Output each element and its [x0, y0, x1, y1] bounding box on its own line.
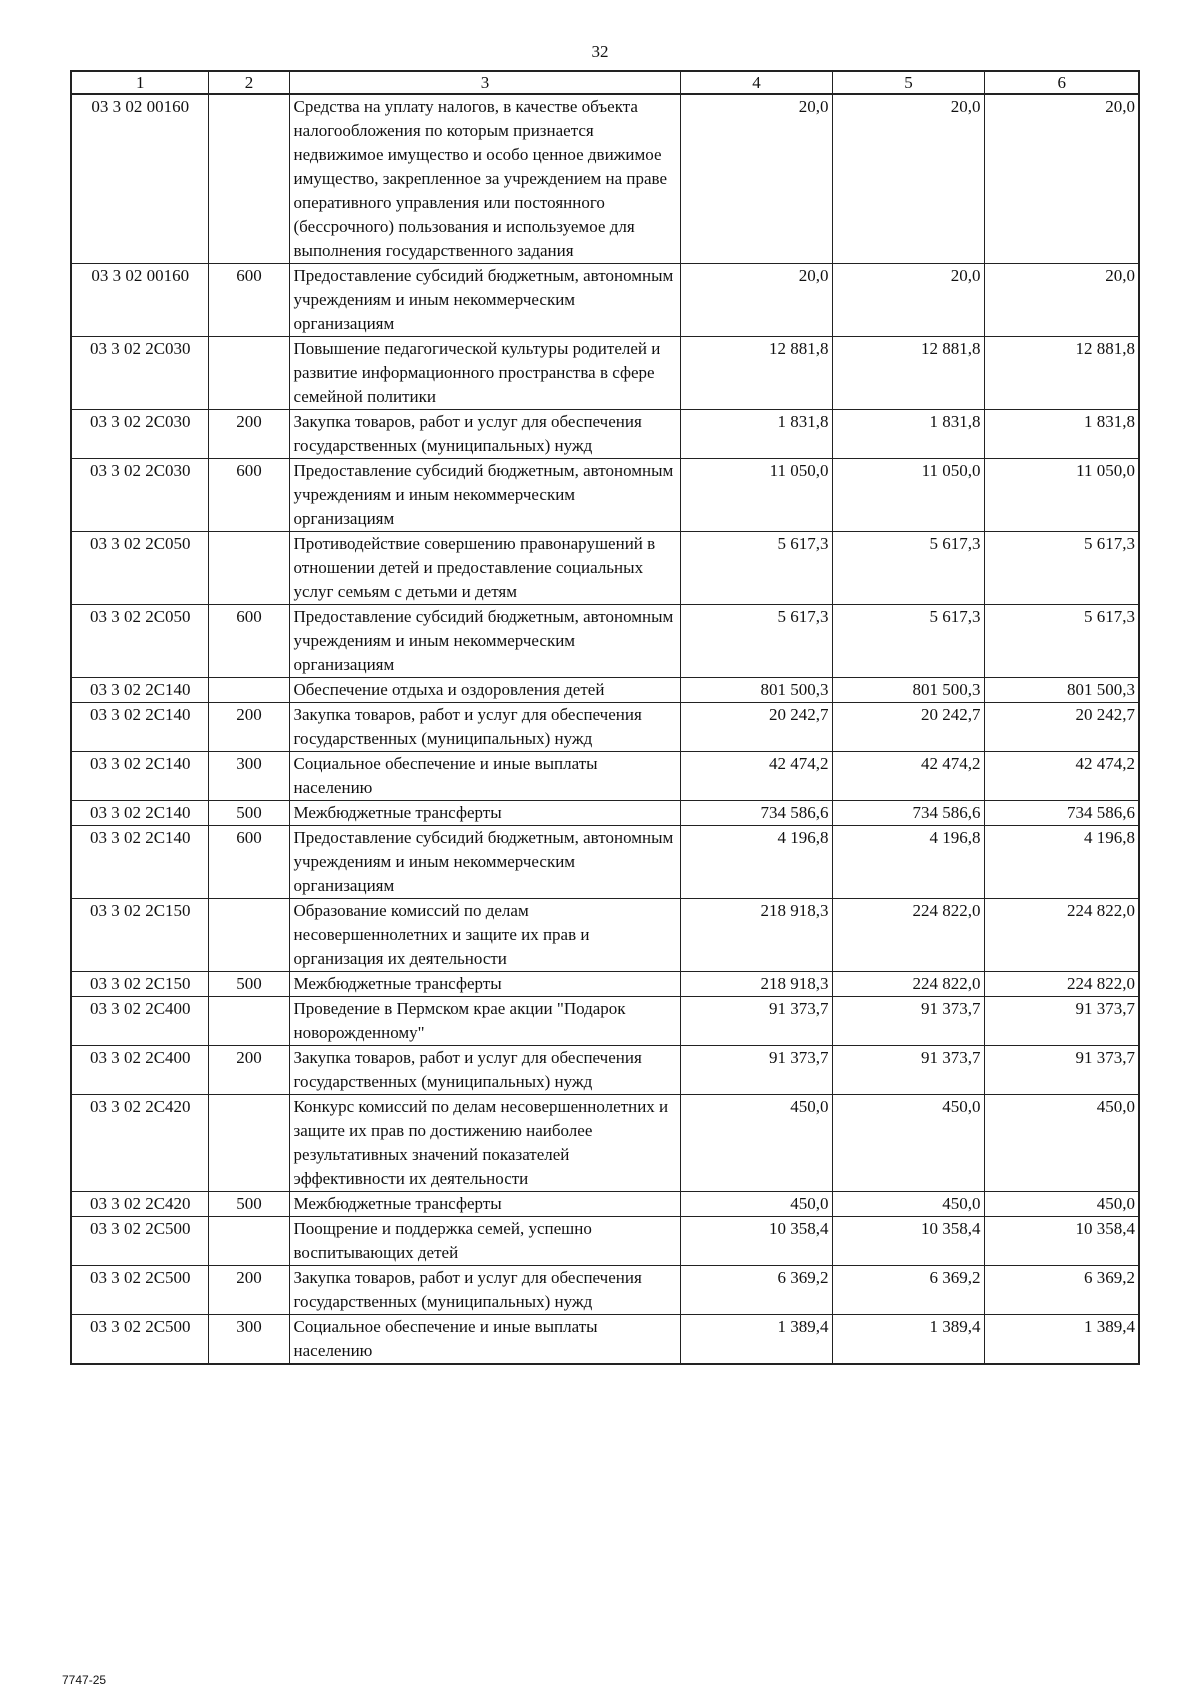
cell-amount-col6: 91 373,7	[984, 997, 1139, 1046]
cell-amount-col5: 224 822,0	[832, 899, 984, 972]
cell-amount-col5: 12 881,8	[832, 337, 984, 410]
cell-expense-type	[208, 532, 289, 605]
cell-expense-type: 600	[208, 826, 289, 899]
cell-amount-col6: 224 822,0	[984, 972, 1139, 997]
table-row	[71, 997, 1139, 1046]
cell-amount-col5: 6 369,2	[832, 1266, 984, 1315]
cell-amount-col5: 734 586,6	[832, 801, 984, 826]
cell-description: Межбюджетные трансферты	[289, 972, 680, 997]
cell-amount-col6: 5 617,3	[984, 605, 1139, 678]
cell-description: Противодействие совершению правонарушений в отношении детей и предоставление социальных услуг семьям с детьми и детям	[289, 532, 680, 605]
table-row	[71, 1315, 1139, 1365]
cell-amount-col5: 5 617,3	[832, 605, 984, 678]
cell-amount-col4: 10 358,4	[680, 1217, 832, 1266]
table-row	[71, 1046, 1139, 1095]
cell-amount-col5: 11 050,0	[832, 459, 984, 532]
cell-description: Проведение в Пермском крае акции "Подарок новорожденному"	[289, 997, 680, 1046]
cell-expense-type: 200	[208, 703, 289, 752]
cell-description: Закупка товаров, работ и услуг для обеспечения государственных (муниципальных) нужд	[289, 1046, 680, 1095]
cell-expense-type	[208, 1095, 289, 1192]
cell-amount-col6: 224 822,0	[984, 899, 1139, 972]
cell-code: 03 3 02 2С030	[71, 410, 208, 459]
cell-code: 03 3 02 2С150	[71, 972, 208, 997]
table-row	[71, 752, 1139, 801]
cell-code: 03 3 02 00160	[71, 94, 208, 264]
cell-expense-type: 600	[208, 459, 289, 532]
footer-code: 7747-25	[62, 1673, 107, 1687]
cell-amount-col6: 450,0	[984, 1192, 1139, 1217]
cell-code: 03 3 02 2С140	[71, 678, 208, 703]
table-row	[71, 801, 1139, 826]
cell-code: 03 3 02 2С500	[71, 1315, 208, 1365]
cell-code: 03 3 02 2С030	[71, 459, 208, 532]
cell-description: Поощрение и поддержка семей, успешно воспитывающих детей	[289, 1217, 680, 1266]
cell-amount-col4: 91 373,7	[680, 1046, 832, 1095]
cell-amount-col5: 91 373,7	[832, 997, 984, 1046]
cell-amount-col4: 20,0	[680, 94, 832, 264]
cell-amount-col6: 734 586,6	[984, 801, 1139, 826]
cell-description: Социальное обеспечение и иные выплаты населению	[289, 1315, 680, 1365]
cell-description: Обеспечение отдыха и оздоровления детей	[289, 678, 680, 703]
cell-description: Предоставление субсидий бюджетным, автономным учреждениям и иным некоммерческим организациям	[289, 605, 680, 678]
cell-code: 03 3 02 2С140	[71, 703, 208, 752]
cell-description: Социальное обеспечение и иные выплаты населению	[289, 752, 680, 801]
table-row	[71, 605, 1139, 678]
table-row	[71, 678, 1139, 703]
table-row	[71, 1095, 1139, 1192]
cell-amount-col6: 4 196,8	[984, 826, 1139, 899]
cell-amount-col4: 218 918,3	[680, 899, 832, 972]
cell-amount-col5: 450,0	[832, 1192, 984, 1217]
cell-amount-col6: 1 389,4	[984, 1315, 1139, 1365]
table-row	[71, 337, 1139, 410]
table-row	[71, 264, 1139, 337]
cell-amount-col6: 801 500,3	[984, 678, 1139, 703]
cell-amount-col4: 12 881,8	[680, 337, 832, 410]
table-row	[71, 1266, 1139, 1315]
cell-description: Закупка товаров, работ и услуг для обеспечения государственных (муниципальных) нужд	[289, 703, 680, 752]
cell-amount-col6: 42 474,2	[984, 752, 1139, 801]
cell-expense-type	[208, 678, 289, 703]
cell-code: 03 3 02 2С400	[71, 997, 208, 1046]
cell-code: 03 3 02 2С050	[71, 532, 208, 605]
budget-table	[70, 70, 1140, 1365]
cell-description: Закупка товаров, работ и услуг для обеспечения государственных (муниципальных) нужд	[289, 1266, 680, 1315]
table-row	[71, 94, 1139, 264]
column-header-5: 5	[832, 71, 984, 94]
cell-code: 03 3 02 00160	[71, 264, 208, 337]
table-row	[71, 1217, 1139, 1266]
cell-description: Образование комиссий по делам несовершеннолетних и защите их прав и организация их деятельности	[289, 899, 680, 972]
cell-amount-col5: 42 474,2	[832, 752, 984, 801]
cell-amount-col6: 20,0	[984, 94, 1139, 264]
cell-code: 03 3 02 2С030	[71, 337, 208, 410]
cell-amount-col4: 91 373,7	[680, 997, 832, 1046]
cell-amount-col5: 5 617,3	[832, 532, 984, 605]
column-header-3: 3	[289, 71, 680, 94]
cell-description: Предоставление субсидий бюджетным, автономным учреждениям и иным некоммерческим организациям	[289, 264, 680, 337]
table-row	[71, 459, 1139, 532]
cell-description: Предоставление субсидий бюджетным, автономным учреждениям и иным некоммерческим организациям	[289, 826, 680, 899]
cell-description: Предоставление субсидий бюджетным, автономным учреждениям и иным некоммерческим организациям	[289, 459, 680, 532]
table-row	[71, 532, 1139, 605]
column-header-6: 6	[984, 71, 1139, 94]
cell-amount-col5: 224 822,0	[832, 972, 984, 997]
cell-amount-col5: 20,0	[832, 94, 984, 264]
table-row	[71, 899, 1139, 972]
cell-amount-col4: 801 500,3	[680, 678, 832, 703]
cell-amount-col5: 10 358,4	[832, 1217, 984, 1266]
cell-expense-type	[208, 337, 289, 410]
table-row	[71, 972, 1139, 997]
cell-expense-type: 500	[208, 972, 289, 997]
cell-amount-col6: 1 831,8	[984, 410, 1139, 459]
cell-description: Закупка товаров, работ и услуг для обеспечения государственных (муниципальных) нужд	[289, 410, 680, 459]
cell-expense-type: 200	[208, 1046, 289, 1095]
cell-expense-type: 500	[208, 1192, 289, 1217]
cell-amount-col4: 42 474,2	[680, 752, 832, 801]
cell-expense-type: 300	[208, 1315, 289, 1365]
cell-code: 03 3 02 2С420	[71, 1192, 208, 1217]
cell-code: 03 3 02 2С150	[71, 899, 208, 972]
cell-expense-type	[208, 94, 289, 264]
cell-amount-col5: 801 500,3	[832, 678, 984, 703]
cell-amount-col4: 6 369,2	[680, 1266, 832, 1315]
cell-expense-type: 500	[208, 801, 289, 826]
cell-amount-col4: 20 242,7	[680, 703, 832, 752]
cell-code: 03 3 02 2С420	[71, 1095, 208, 1192]
cell-amount-col4: 734 586,6	[680, 801, 832, 826]
cell-amount-col6: 10 358,4	[984, 1217, 1139, 1266]
cell-code: 03 3 02 2С140	[71, 826, 208, 899]
cell-description: Межбюджетные трансферты	[289, 801, 680, 826]
cell-amount-col4: 5 617,3	[680, 605, 832, 678]
cell-expense-type	[208, 997, 289, 1046]
cell-amount-col5: 4 196,8	[832, 826, 984, 899]
cell-code: 03 3 02 2С500	[71, 1266, 208, 1315]
column-header-1: 1	[71, 71, 208, 94]
cell-amount-col5: 450,0	[832, 1095, 984, 1192]
cell-amount-col5: 20 242,7	[832, 703, 984, 752]
cell-description: Средства на уплату налогов, в качестве объекта налогообложения по которым признается недвижимое имущество и особо ценное движимое имущество, закрепленное за учреждением на праве оперативного управления или постоянного (бессрочного) пользования и используемое для выполнения государственного задания	[289, 94, 680, 264]
cell-expense-type	[208, 1217, 289, 1266]
cell-expense-type: 600	[208, 264, 289, 337]
cell-amount-col5: 1 831,8	[832, 410, 984, 459]
table-row	[71, 826, 1139, 899]
column-header-4: 4	[680, 71, 832, 94]
table-row	[71, 410, 1139, 459]
cell-amount-col4: 5 617,3	[680, 532, 832, 605]
table-body	[71, 94, 1139, 1364]
cell-amount-col6: 5 617,3	[984, 532, 1139, 605]
cell-amount-col4: 1 831,8	[680, 410, 832, 459]
cell-amount-col6: 20,0	[984, 264, 1139, 337]
cell-amount-col6: 91 373,7	[984, 1046, 1139, 1095]
cell-code: 03 3 02 2С050	[71, 605, 208, 678]
cell-amount-col6: 450,0	[984, 1095, 1139, 1192]
table-header-row	[71, 71, 1139, 94]
cell-amount-col6: 20 242,7	[984, 703, 1139, 752]
cell-expense-type: 600	[208, 605, 289, 678]
cell-amount-col4: 450,0	[680, 1095, 832, 1192]
cell-amount-col4: 20,0	[680, 264, 832, 337]
cell-amount-col4: 218 918,3	[680, 972, 832, 997]
cell-amount-col6: 11 050,0	[984, 459, 1139, 532]
cell-amount-col4: 450,0	[680, 1192, 832, 1217]
table-row	[71, 703, 1139, 752]
cell-amount-col4: 11 050,0	[680, 459, 832, 532]
column-header-2: 2	[208, 71, 289, 94]
cell-expense-type: 300	[208, 752, 289, 801]
cell-description: Повышение педагогической культуры родителей и развитие информационного пространства в сфере семейной политики	[289, 337, 680, 410]
cell-code: 03 3 02 2С500	[71, 1217, 208, 1266]
cell-description: Межбюджетные трансферты	[289, 1192, 680, 1217]
cell-expense-type: 200	[208, 410, 289, 459]
cell-code: 03 3 02 2С140	[71, 752, 208, 801]
cell-amount-col5: 1 389,4	[832, 1315, 984, 1365]
page-number: 32	[591, 42, 609, 61]
cell-amount-col5: 91 373,7	[832, 1046, 984, 1095]
table-row	[71, 1192, 1139, 1217]
cell-code: 03 3 02 2С140	[71, 801, 208, 826]
cell-code: 03 3 02 2С400	[71, 1046, 208, 1095]
cell-amount-col4: 4 196,8	[680, 826, 832, 899]
cell-amount-col5: 20,0	[832, 264, 984, 337]
cell-description: Конкурс комиссий по делам несовершеннолетних и защите их прав по достижению наиболее результативных значений показателей эффективности их деятельности	[289, 1095, 680, 1192]
cell-amount-col4: 1 389,4	[680, 1315, 832, 1365]
cell-amount-col6: 6 369,2	[984, 1266, 1139, 1315]
cell-expense-type: 200	[208, 1266, 289, 1315]
cell-amount-col6: 12 881,8	[984, 337, 1139, 410]
cell-expense-type	[208, 899, 289, 972]
